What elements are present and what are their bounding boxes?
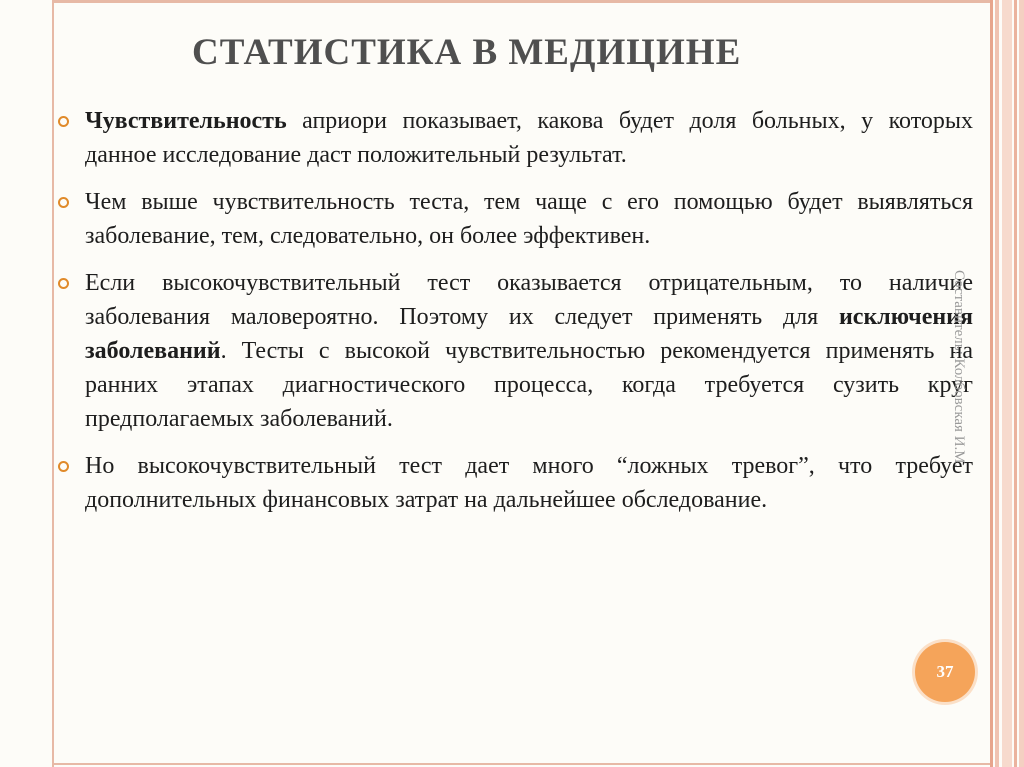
stripe <box>1002 0 1012 767</box>
bullet-text <box>85 266 973 436</box>
stripe <box>995 0 999 767</box>
stripe <box>1014 0 1017 767</box>
bullet-item <box>55 449 973 517</box>
bullet-text: Чем выше чувствительность теста, тем чаще с его помощью будет выявляться заболевание, тем, следовательно, он более эффективен. <box>85 189 973 249</box>
bullet-text <box>85 104 973 172</box>
bullet-circle-icon <box>58 116 69 127</box>
frame-bottom-line <box>52 763 990 765</box>
bullet-text-after: . Тесты с высокой чувствительностью рекомендуется применять на ранних этапах диагностического процесса, когда требуется сузить круг предполагаемых заболеваний. <box>85 338 973 432</box>
bullet-item <box>55 185 973 253</box>
bullet-circle-icon <box>58 197 69 208</box>
bullet-list <box>55 104 973 530</box>
emphasis-exclusion: исключения заболеваний <box>85 304 973 364</box>
bullet-text-body: априори показывает, какова будет доля больных, у которых данное исследование даст положительный результат. <box>85 108 973 168</box>
bullet-circle-icon <box>58 278 69 289</box>
decorative-stripes <box>990 0 1024 767</box>
term-sensitivity: Чувствительность <box>85 108 287 134</box>
bullet-text-before: Если высокочувствительный тест оказывается отрицательным, то наличие заболевания маловероятно. Поэтому их следует применять для <box>85 270 973 330</box>
bullet-item <box>55 266 973 436</box>
stripe <box>1019 0 1024 767</box>
author-note: Составитель: Колбовская И.М. <box>951 270 967 468</box>
page-number-badge: 37 <box>915 642 975 702</box>
slide-title: СТАТИСТИКА В МЕДИЦИНЕ <box>192 32 742 73</box>
frame-top-line <box>52 0 990 3</box>
bullet-item <box>55 104 973 172</box>
bullet-text: Но высокочувствительный тест дает много “ложных тревог”, что требует дополнительных финансовых затрат на дальнейшее обследование. <box>85 453 973 513</box>
bullet-circle-icon <box>58 461 69 472</box>
stripe <box>990 0 993 767</box>
frame-left-line <box>52 0 54 767</box>
